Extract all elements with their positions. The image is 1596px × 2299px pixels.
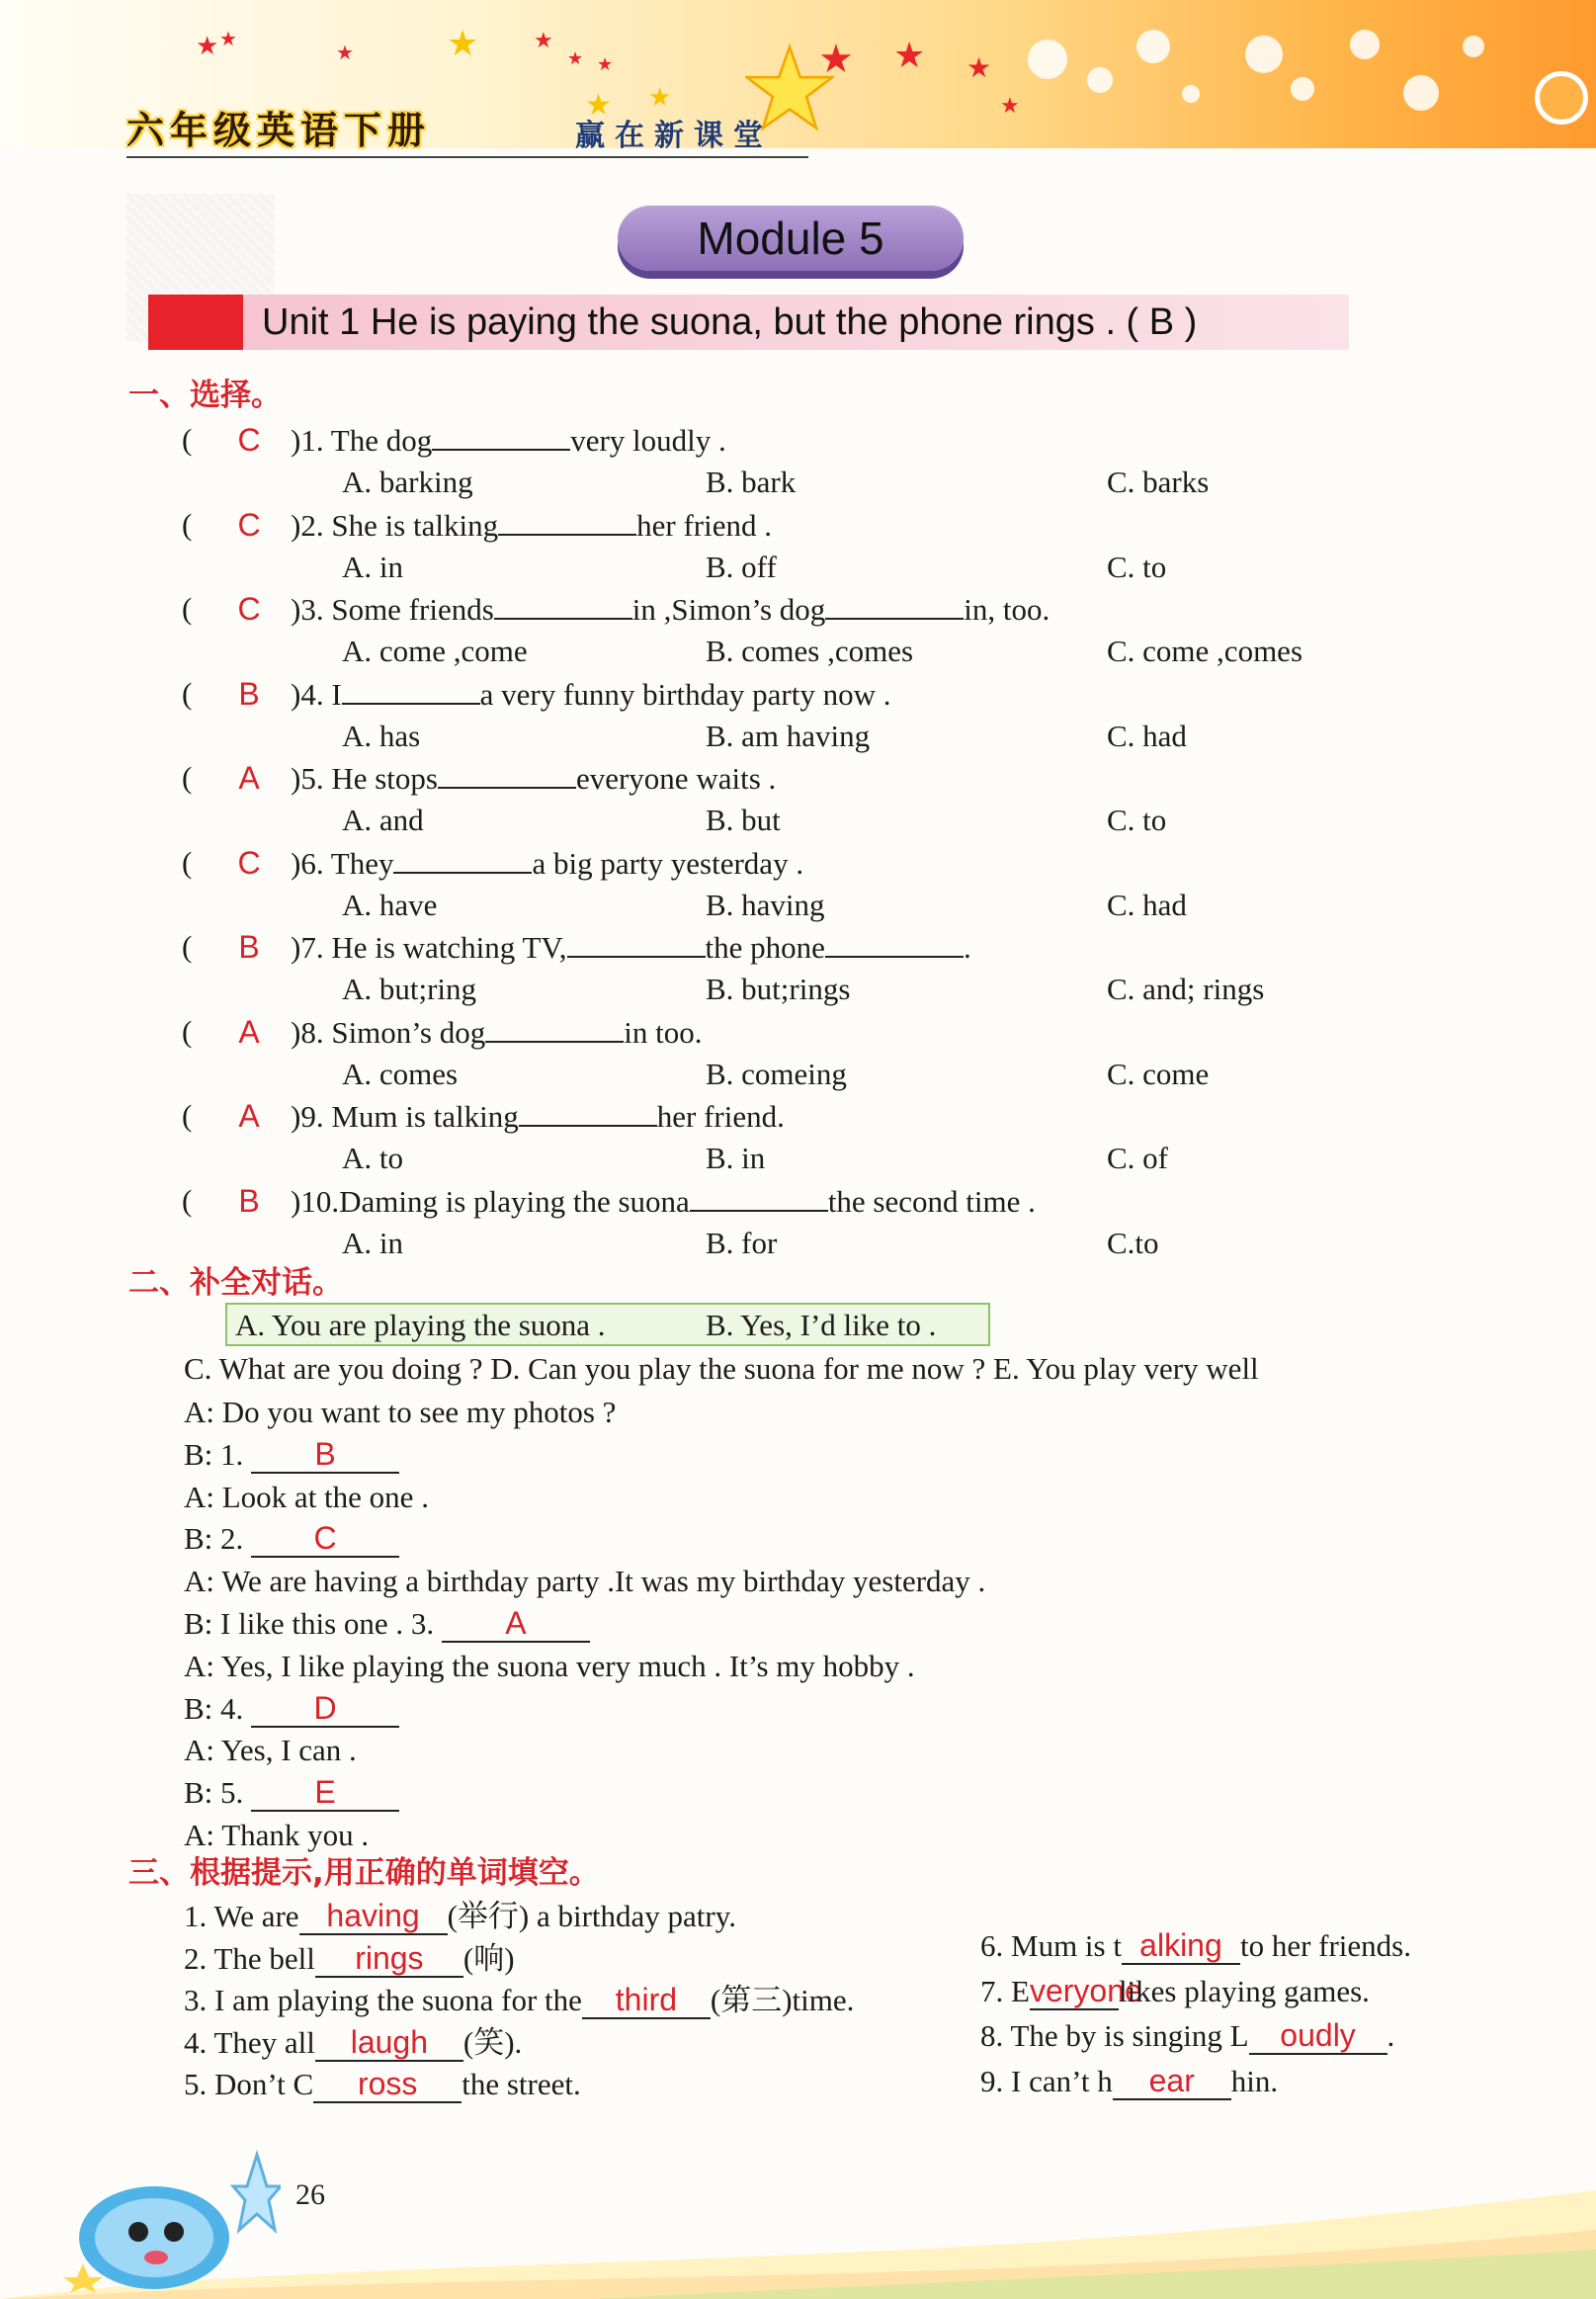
stem-part: everyone waits . <box>575 761 777 796</box>
answer-letter: B <box>238 675 260 712</box>
option-choice: B. for <box>706 1225 778 1260</box>
stem-part: )6. They <box>291 845 394 881</box>
dialogue-answer: E <box>251 1774 399 1812</box>
star-icon: ★ <box>893 36 926 75</box>
paren-open: ( <box>182 675 193 711</box>
dialogue-text: A: Look at the one . <box>184 1479 429 1514</box>
star-icon: ★ <box>648 83 672 112</box>
stem-part: the phone <box>705 930 825 965</box>
fill-prefix: 4. They all <box>184 2024 315 2060</box>
option-choice: A. to <box>342 1141 403 1175</box>
stem-part: a big party yesterday . <box>532 845 804 881</box>
option-choice: C. had <box>1107 887 1187 922</box>
fill-item <box>980 2061 1278 2102</box>
answer-letter: C <box>237 506 261 543</box>
fill-answer: ear <box>1113 2063 1231 2100</box>
blank-line <box>485 1011 624 1043</box>
option-choice: C. barks <box>1107 465 1210 499</box>
star-icon: ★ <box>966 53 992 84</box>
decor-dot <box>1245 36 1283 73</box>
section1-heading: 一、选择。 <box>128 378 282 413</box>
option-choice: C. come <box>1107 1056 1210 1091</box>
decor-dot <box>1087 67 1113 93</box>
dialogue-text: A: We are having a birthday party .It was my birthday yesterday . <box>184 1564 986 1599</box>
star-icon: ★ <box>567 48 584 68</box>
question-stem <box>291 588 1050 630</box>
series-title: 赢在新课堂 <box>575 119 773 153</box>
paren-open: ( <box>182 506 193 542</box>
unit-title-bar <box>148 295 1349 350</box>
options-line: C. What are you doing ? D. Can you play the suona for me now ? E. You play very well <box>184 1351 1259 1386</box>
fill-item <box>184 2064 581 2105</box>
blank-line <box>567 926 706 958</box>
option-choice: B. but <box>706 803 781 837</box>
dialogue-line <box>184 1730 357 1771</box>
option-choice: B. bark <box>706 465 797 499</box>
decor-dot <box>1350 30 1380 59</box>
stem-part: her friend . <box>636 507 772 543</box>
dialogue-line <box>184 1518 399 1560</box>
fill-suffix: (响) <box>462 1940 515 1976</box>
option-choice: C. and; rings <box>1107 972 1265 1006</box>
fill-prefix: 5. Don’t C <box>184 2067 314 2101</box>
stem-part: her friend. <box>656 1099 785 1134</box>
fill-item <box>980 1971 1370 2012</box>
option-choice: B. having <box>706 887 825 922</box>
mascot-icon <box>63 2135 281 2293</box>
option-b: B. Yes, I’d like to . <box>706 1308 937 1342</box>
option-choice: C. had <box>1107 718 1187 753</box>
dialogue-text: B: 5. <box>184 1775 244 1811</box>
stem-part: . <box>963 930 971 965</box>
option-choice: A. barking <box>342 465 473 499</box>
dialogue-text: B: 4. <box>184 1690 244 1726</box>
fill-suffix: to her friends. <box>1239 1928 1411 1963</box>
fill-suffix: (第三)time. <box>710 1983 855 2017</box>
decor-dot <box>1028 40 1067 79</box>
decor-dot <box>1463 36 1484 57</box>
question-stem <box>291 1180 1036 1222</box>
stem-part: )10.Daming is playing the suona <box>291 1183 690 1219</box>
question-stem <box>291 1011 702 1053</box>
star-icon: ★ <box>219 29 237 50</box>
page-number: 26 <box>295 2178 325 2211</box>
option-choice: C. to <box>1107 549 1167 584</box>
answer-letter: C <box>237 591 261 627</box>
stem-part: in, too. <box>964 592 1050 627</box>
option-a: A. You are playing the suona . <box>235 1308 606 1342</box>
highlighted-options-box <box>225 1303 990 1346</box>
blank-line <box>438 757 576 789</box>
fill-answer: alking <box>1122 1927 1240 1965</box>
unit-red-tab <box>148 295 243 350</box>
fill-answer: rings <box>315 1940 463 1978</box>
option-choice: A. comes <box>342 1056 459 1091</box>
option-choice: C. to <box>1107 803 1167 837</box>
star-icon: ★ <box>336 43 354 64</box>
decor-dot <box>1136 30 1170 63</box>
stem-part: a very funny birthday party now . <box>479 676 891 712</box>
paren-open: ( <box>182 929 193 964</box>
decor-dot <box>1403 75 1439 111</box>
dialogue-line <box>184 1561 985 1602</box>
option-choice: A. has <box>342 718 421 753</box>
star-icon: ★ <box>1000 93 1020 118</box>
stem-part: the second time . <box>827 1183 1036 1219</box>
stem-part: )7. He is watching TV, <box>291 930 567 965</box>
option-choice: C. come ,comes <box>1107 634 1303 668</box>
option-choice: B. comes ,comes <box>706 634 914 668</box>
paren-open: ( <box>182 844 193 880</box>
fill-item <box>980 2015 1394 2057</box>
stem-part: )5. He stops <box>291 761 438 796</box>
dialogue-text: A: Yes, I can . <box>184 1733 357 1768</box>
paren-open: ( <box>182 422 193 457</box>
paren-open: ( <box>182 1098 193 1133</box>
fill-item <box>980 1925 1411 1967</box>
book-title: 六年级英语下册 <box>126 109 432 152</box>
option-choice: A. in <box>342 549 403 584</box>
option-choice: A. come ,come <box>342 634 528 668</box>
stem-part: )9. Mum is talking <box>291 1099 519 1134</box>
dialogue-text: A: Do you want to see my photos ? <box>184 1395 617 1429</box>
option-choice: A. and <box>342 803 424 837</box>
dialogue-answer: A <box>442 1605 590 1643</box>
option-choice: B. off <box>706 549 777 584</box>
blank-line <box>494 588 632 620</box>
dialogue-answer: C <box>251 1520 399 1558</box>
stem-part: )2. She is talking <box>291 507 499 543</box>
question-stem <box>291 1095 785 1137</box>
question-stem <box>291 757 776 799</box>
option-choice: B. in <box>706 1141 766 1175</box>
blank-line <box>498 504 636 536</box>
question-stem <box>291 504 772 546</box>
dialogue-text: B: I like this one . 3. <box>184 1606 435 1641</box>
option-choice: C.to <box>1107 1225 1159 1260</box>
dialogue-line <box>184 1772 399 1814</box>
fill-prefix: 2. The bell <box>184 1940 315 1976</box>
question-stem <box>291 926 971 968</box>
stem-part: )1. The dog <box>291 423 433 458</box>
dialogue-line <box>184 1392 616 1433</box>
decor-dot <box>1291 77 1314 101</box>
blank-line <box>519 1095 657 1127</box>
option-choice: A. have <box>342 887 438 922</box>
fill-suffix: likes playing games. <box>1118 1973 1370 2008</box>
fill-answer: having <box>299 1898 448 1935</box>
question-stem <box>291 842 803 884</box>
fill-answer: ross <box>313 2066 462 2103</box>
dialogue-text: A: Thank you . <box>184 1818 370 1852</box>
stem-part: )3. Some friends <box>291 592 494 627</box>
dialogue-line <box>184 1815 369 1856</box>
blank-line <box>393 842 532 874</box>
stem-part: )8. Simon’s dog <box>291 1014 486 1050</box>
option-choice: A. in <box>342 1225 403 1260</box>
decor-dot <box>1182 85 1200 103</box>
fill-answer: laugh <box>315 2024 463 2062</box>
fill-answer: oudly <box>1249 2017 1387 2055</box>
option-choice: B. comeing <box>706 1056 847 1091</box>
fill-item <box>184 1980 854 2021</box>
dialogue-text: A: Yes, I like playing the suona very much . It’s my hobby . <box>184 1648 915 1683</box>
stem-part: )4. I <box>291 676 342 712</box>
decor-ring <box>1535 71 1588 125</box>
blank-line <box>825 588 964 620</box>
dialogue-answer: D <box>251 1690 399 1728</box>
paren-open: ( <box>182 1182 193 1218</box>
blank-line <box>342 673 480 705</box>
blank-line <box>432 419 570 451</box>
paren-open: ( <box>182 760 193 795</box>
fill-prefix: 7. E <box>980 1973 1030 2008</box>
blank-line <box>825 926 964 958</box>
fill-suffix: hin. <box>1230 2063 1279 2098</box>
star-icon: ★ <box>597 54 614 74</box>
question-stem <box>291 673 890 715</box>
dialogue-line <box>184 1434 399 1476</box>
unit-title: Unit 1 He is paying the suona, but the phone rings . ( B ) <box>262 301 1198 343</box>
answer-letter: A <box>238 1013 260 1050</box>
option-choice: B. but;rings <box>706 972 851 1006</box>
dialogue-text: B: 1. <box>184 1436 244 1472</box>
module-title: Module 5 <box>618 206 964 271</box>
dialogue-answer: B <box>251 1436 399 1474</box>
fill-prefix: 9. I can’t h <box>980 2063 1113 2098</box>
header-rule <box>126 156 808 158</box>
dialogue-line <box>184 1646 915 1687</box>
fill-answer: third <box>582 1982 711 2019</box>
star-icon: ★ <box>585 89 612 122</box>
dialogue-line <box>184 1603 590 1645</box>
stem-part: in ,Simon’s dog <box>631 592 826 627</box>
paren-open: ( <box>182 1013 193 1049</box>
answer-letter: A <box>238 760 260 796</box>
fill-suffix: (举行) a birthday patry. <box>447 1899 736 1933</box>
star-icon: ★ <box>447 24 479 63</box>
answer-letter: C <box>237 844 261 881</box>
fill-prefix: 1. We are <box>184 1899 299 1933</box>
fill-prefix: 6. Mum is t <box>980 1928 1122 1963</box>
fill-item <box>184 1896 736 1937</box>
fill-answer: veryone <box>1029 1972 1142 2008</box>
question-stem <box>291 419 726 461</box>
fill-prefix: 3. I am playing the suona for the <box>184 1983 582 2017</box>
paren-open: ( <box>182 591 193 626</box>
fill-item <box>184 1938 515 1980</box>
dialogue-line <box>184 1477 429 1518</box>
section2-heading: 二、补全对话。 <box>128 1265 343 1301</box>
star-icon: ★ <box>818 37 854 81</box>
answer-letter: B <box>238 1182 260 1219</box>
dialogue-text: B: 2. <box>184 1521 244 1557</box>
option-choice: B. am having <box>706 718 871 753</box>
fill-prefix: 8. The by is singing L <box>980 2018 1249 2053</box>
option-choice: C. of <box>1107 1141 1168 1175</box>
fill-suffix: . <box>1386 2018 1395 2053</box>
dialogue-line <box>184 1688 399 1730</box>
answer-letter: C <box>237 422 261 458</box>
fill-suffix: the street. <box>462 2067 581 2101</box>
star-icon: ★ <box>534 28 553 52</box>
answer-letter: B <box>238 929 260 965</box>
answer-letter: A <box>238 1098 260 1134</box>
stem-part: very loudly . <box>570 423 726 458</box>
fill-suffix: (笑). <box>462 2024 523 2060</box>
star-icon: ★ <box>196 32 219 60</box>
fill-item <box>184 2022 522 2064</box>
option-choice: A. but;ring <box>342 972 477 1006</box>
blank-line <box>690 1180 828 1212</box>
section3-heading: 三、根据提示,用正确的单词填空。 <box>128 1855 600 1891</box>
stem-part: in too. <box>624 1014 703 1050</box>
